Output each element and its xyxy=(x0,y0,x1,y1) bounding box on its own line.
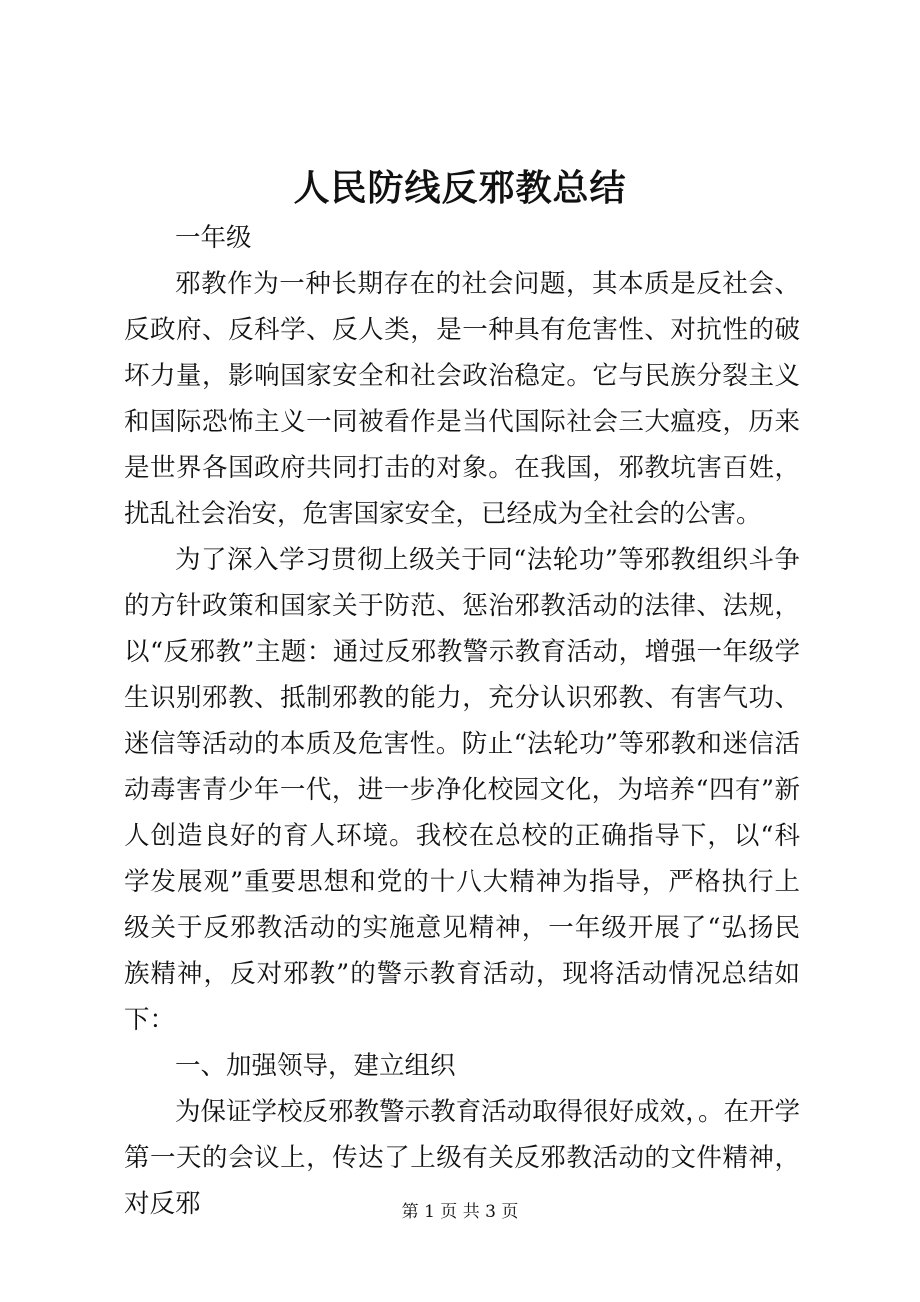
body-paragraph: 为保证学校反邪教警示教育活动取得很好成效，。在开学第一天的会议上，传达了上级有关反邪教活动的文件精神，对反邪 xyxy=(124,1097,800,1219)
body-paragraph: 邪教作为一种长期存在的社会问题，其本质是反社会、反政府、反科学、反人类，是一种具有危害性、对抗性的破坏力量，影响国家安全和社会政治稳定。它与民族分裂主义和国际恐怖主义一同被看作是当代国际社会三大瘟疫，历来是世界各国政府共同打击的对象。在我国，邪教坑害百姓，扰乱社会治安，危害国家安全，已经成为全社会的公害。 xyxy=(124,269,800,529)
document-body xyxy=(124,215,800,1227)
page-footer: 第 1 页 共 3 页 xyxy=(401,1202,519,1222)
section-heading: 一、加强领导，建立组织 xyxy=(175,1051,456,1081)
document-title: 人民防线反邪教总结 xyxy=(293,167,627,209)
grade-label: 一年级 xyxy=(175,223,252,253)
body-paragraph: 为了深入学习贯彻上级关于同“法轮功”等邪教组织斗争的方针政策和国家关于防范、惩治邪教活动的法律、法规，以“反邪教”主题：通过反邪教警示教育活动，增强一年级学生识别邪教、抵制邪教的能力，充分认识邪教、有害气功、迷信等活动的本质及危害性。防止“法轮功”等邪教和迷信活动毒害青少年一代，进一步净化校园文化，为培养“四有”新人创造良好的育人环境。我校在总校的正确指导下，以“科学发展观”重要思想和党的十八大精神为指导，严格执行上级关于反邪教活动的实施意见精神，一年级开展了“弘扬民族精神，反对邪教”的警示教育活动，现将活动情况总结如下： xyxy=(124,545,800,1035)
